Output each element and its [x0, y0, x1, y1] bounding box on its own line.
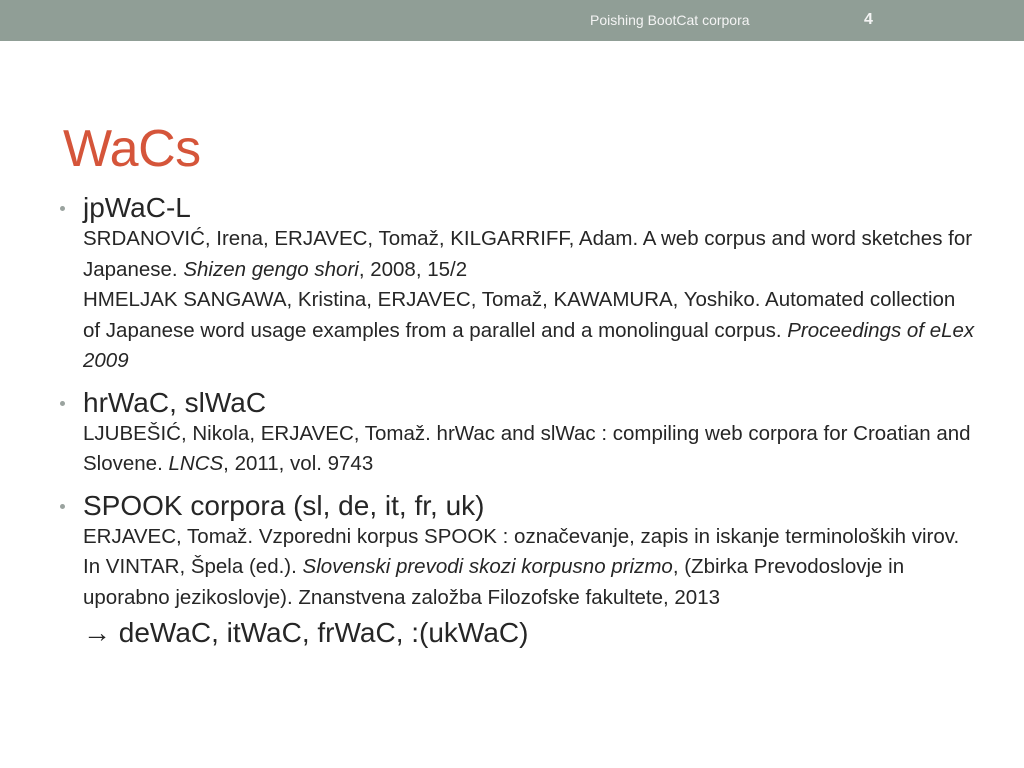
references: [83, 419, 978, 480]
item-title: jpWaC-L: [83, 192, 191, 223]
reference: [83, 285, 978, 377]
list-item-spook: [58, 490, 978, 652]
reference-text: LJUBEŠIĆ, Nikola, ERJAVEC, Tomaž. hrWac and slWac : compiling web corpora for Croatian and Slovene.: [83, 421, 971, 475]
reference-source: Shizen gengo shori: [183, 257, 359, 281]
header-bar: [0, 0, 1024, 41]
list-item-jpwac: [58, 192, 978, 377]
reference-source: Proceedings of eLex 2009: [83, 318, 975, 372]
bullet-icon: [60, 401, 65, 406]
reference-source: LNCS: [168, 452, 224, 475]
reference: [83, 419, 978, 480]
reference-details: , (Zbirka Prevodoslovje in uporabno jezikoslovje). Znanstvena založba Filozofske fakultete, 2013: [83, 555, 905, 609]
item-title: hrWaC, slWaC: [83, 386, 267, 418]
page-number: 4: [864, 11, 873, 28]
bullet-list: [58, 192, 978, 661]
slide-title: WaCs: [63, 119, 201, 178]
conclusion-line: → deWaC, itWaC, frWaC, :(ukWaC): [83, 617, 529, 648]
reference-text: SRDANOVIĆ, Irena, ERJAVEC, Tomaž, KILGARRIFF, Adam. A web corpus and word sketches for Japanese.: [83, 227, 973, 281]
references: [83, 224, 978, 377]
presentation-title: Poishing BootCat corpora: [590, 12, 750, 28]
bullet-icon: [60, 504, 65, 509]
reference-text: HMELJAK SANGAWA, Kristina, ERJAVEC, Tomaž, KAWAMURA, Yoshiko. Automated collection of Japanese word usage examples from a parallel and a monolingual corpus.: [83, 288, 956, 342]
reference-text: ERJAVEC, Tomaž. Vzporedni korpus SPOOK : označevanje, zapis in iskanje terminoloških virov. In VINTAR, Špela (ed.).: [83, 524, 960, 578]
reference-details: , 2008, 15/2: [358, 257, 468, 281]
reference: [83, 522, 978, 614]
reference: [83, 224, 978, 285]
list-item-hrwac-slwac: [58, 387, 978, 480]
references: [83, 522, 978, 614]
item-title: SPOOK corpora (sl, de, it, fr, uk): [83, 489, 485, 521]
reference-source: Slovenski prevodi skozi korpusno prizmo: [302, 555, 673, 578]
bullet-icon: [60, 206, 65, 211]
reference-details: , 2011, vol. 9743: [223, 452, 374, 475]
